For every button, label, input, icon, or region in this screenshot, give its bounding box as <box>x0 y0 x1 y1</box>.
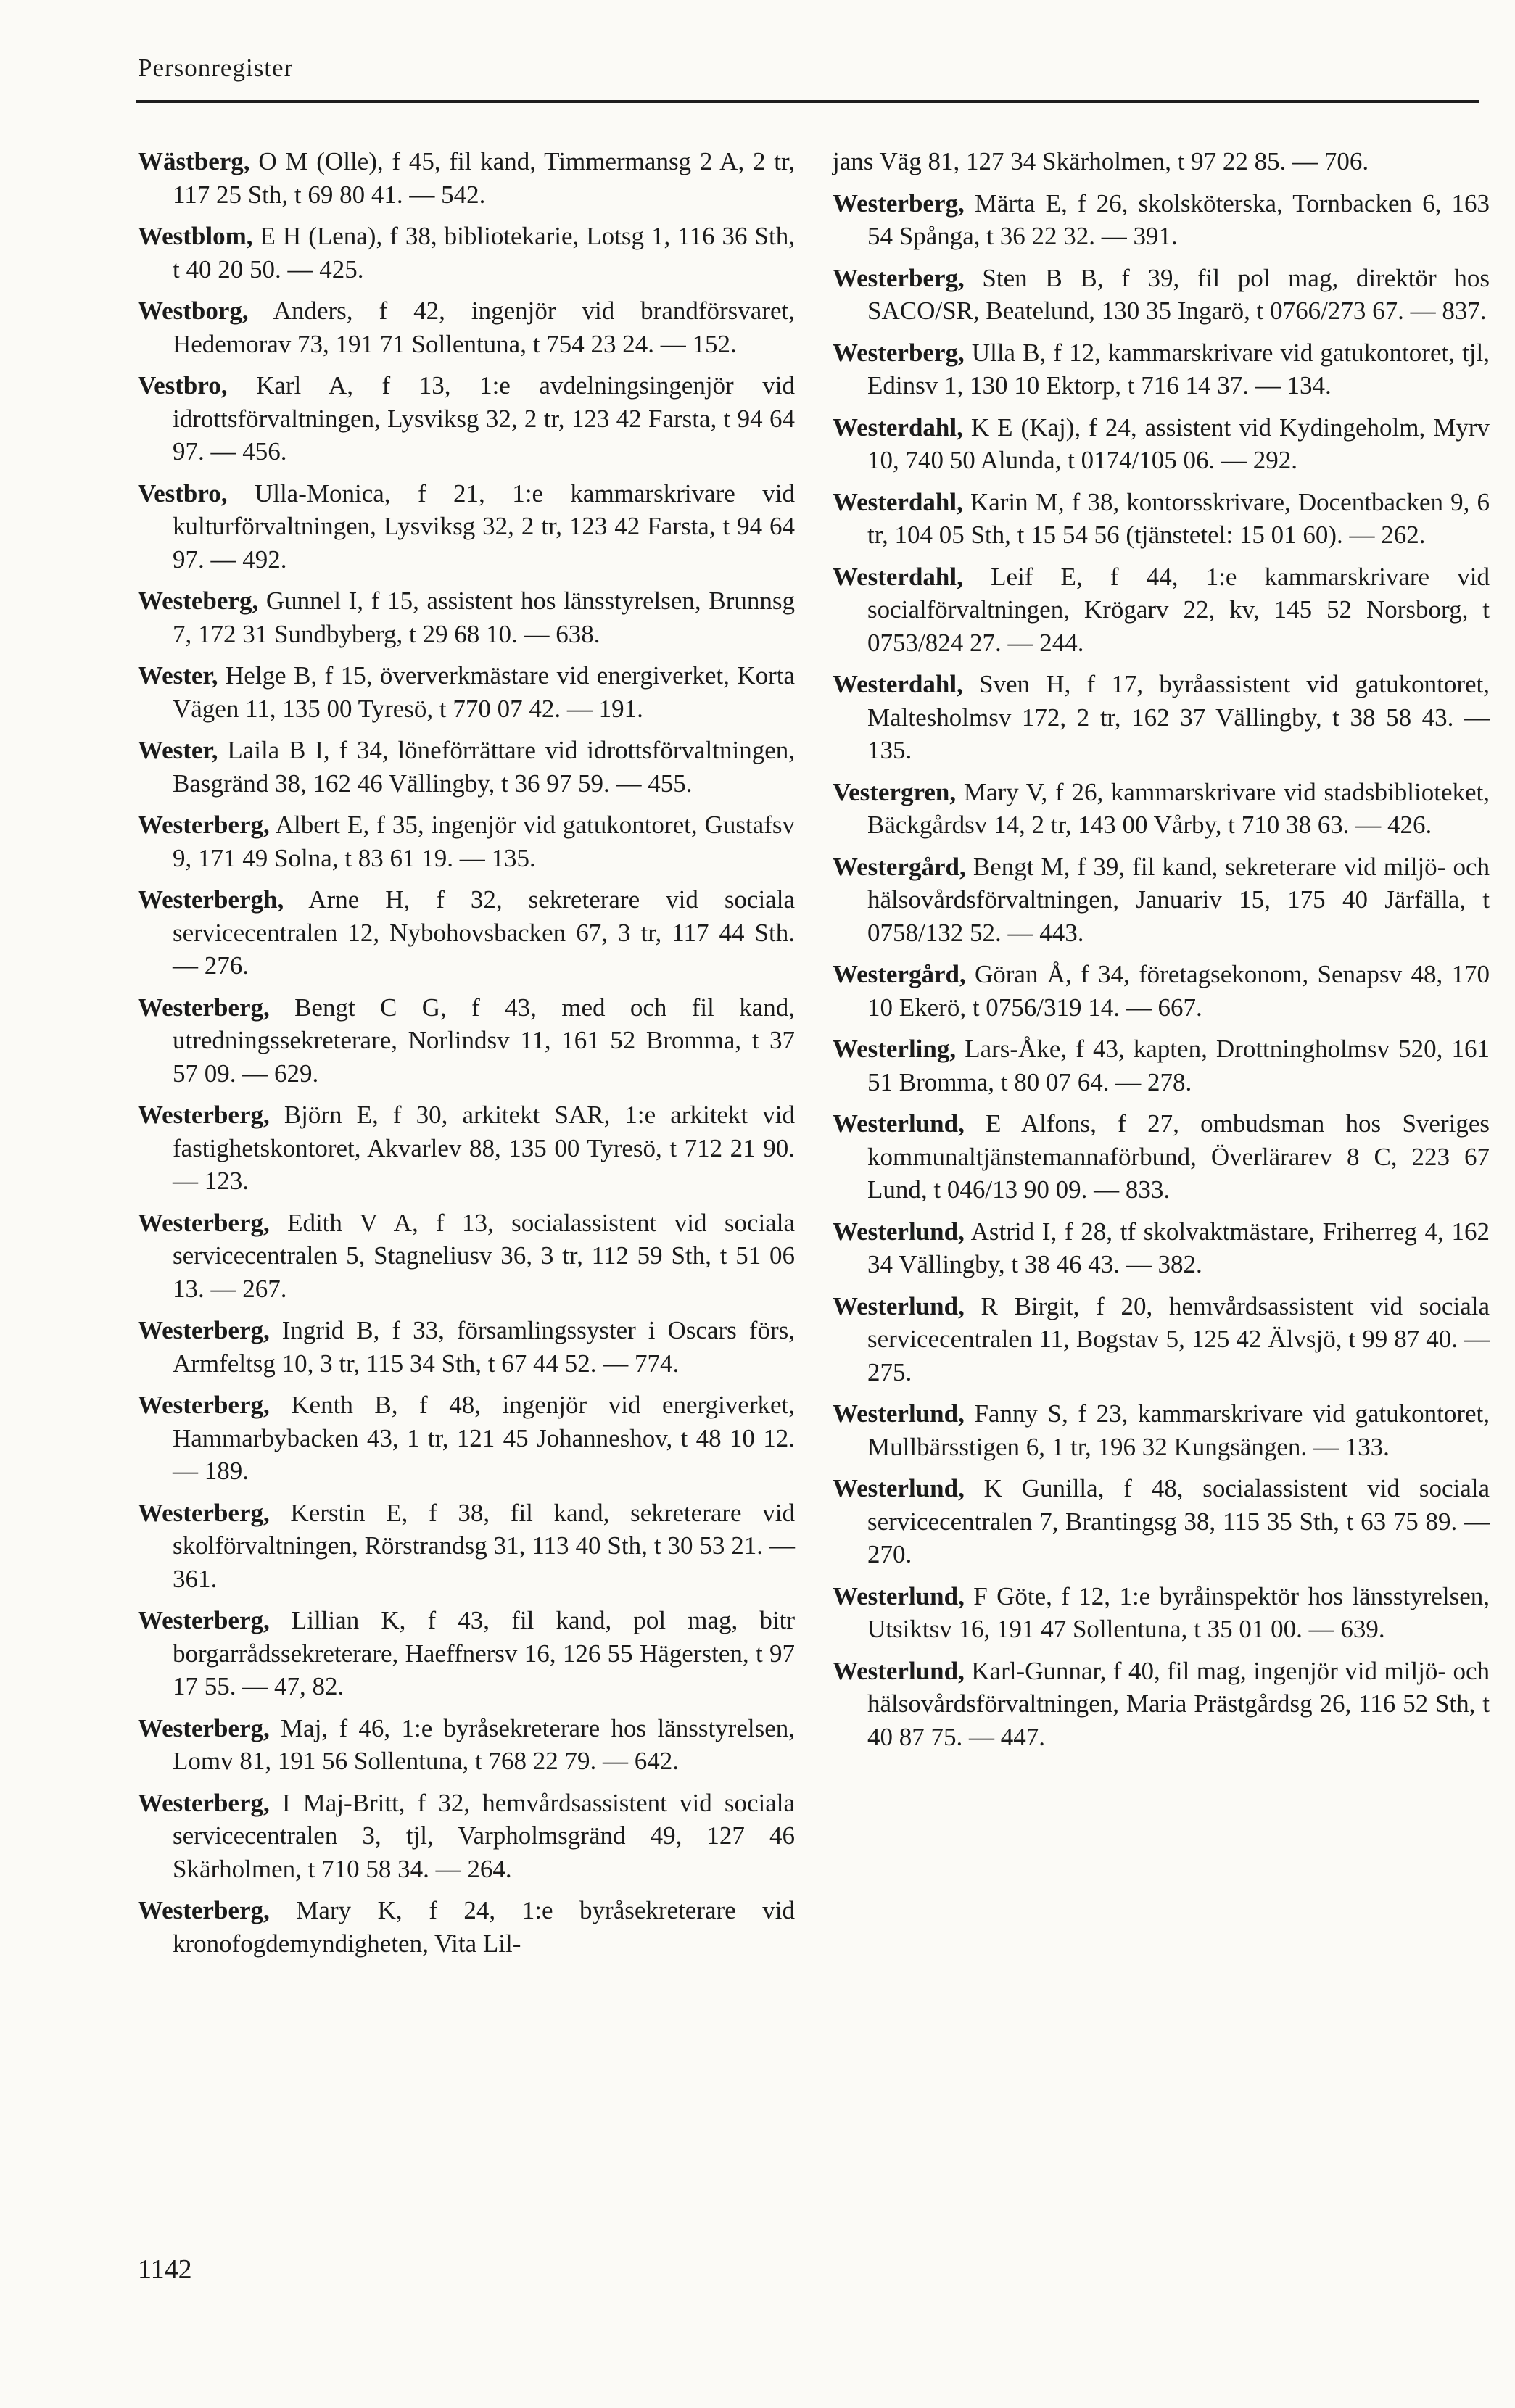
entry-details: Bengt M, f 39, fil kand, sekreterare vid miljö- och hälsovårdsförvaltningen, Januariv 15, 175 40 Järfälla, t 0758/132 52. — 443. <box>867 852 1490 947</box>
entry-details: Astrid I, f 28, tf skolvaktmästare, Friherreg 4, 162 34 Vällingby, t 38 46 43. — 382. <box>867 1217 1490 1278</box>
header-rule <box>136 100 1479 103</box>
entry-surname: Westerdahl, <box>833 413 963 442</box>
entry-details: Ingrid B, f 33, församlingssyster i Oscars förs, Armfeltsg 10, 3 tr, 115 34 Sth, t 67 44 52. — 774. <box>173 1316 795 1378</box>
entry-surname: Westerlund, <box>833 1217 965 1246</box>
entry-details: Kenth B, f 48, ingenjör vid energiverket, Hammarbybacken 43, 1 tr, 121 45 Johanneshov, t 48 10 12. — 189. <box>173 1391 795 1485</box>
entry-details: Ulla B, f 12, kammarskrivare vid gatukontoret, tjl, Edinsv 1, 130 10 Ektorp, t 716 14 37. — 134. <box>867 338 1490 400</box>
entry-surname: Westerberg, <box>138 1498 270 1527</box>
entry-details: Laila B I, f 34, löneförrättare vid idrottsförvaltningen, Basgränd 38, 162 46 Vällingby, t 36 97 59. — 455. <box>173 736 795 798</box>
entry-details: Gunnel I, f 15, assistent hos länsstyrelsen, Brunnsg 7, 172 31 Sundbyberg, t 29 68 10. — 638. <box>173 587 795 648</box>
register-entry <box>138 1894 795 1960</box>
entry-details: Björn E, f 30, arkitekt SAR, 1:e arkitekt vid fastighetskontoret, Akvarlev 88, 135 00 Tyresö, t 712 21 90. — 123. <box>173 1101 795 1195</box>
entry-details: Karl A, f 13, 1:e avdelningsingenjör vid idrottsförvaltningen, Lysviksg 32, 2 tr, 123 42 Farsta, t 94 64 97. — 456. <box>173 371 795 466</box>
register-entry <box>833 486 1490 552</box>
entry-surname: Westerbergh, <box>138 885 284 914</box>
register-entry <box>833 1215 1490 1281</box>
right-column <box>833 145 1490 1762</box>
entry-details: Mary K, f 24, 1:e byråsekreterare vid kronofogdemyndigheten, Vita Lil- <box>173 1896 795 1958</box>
entry-surname: Westerlund, <box>833 1581 965 1610</box>
register-entry <box>138 1787 795 1886</box>
entry-surname: Westerberg, <box>138 1606 270 1634</box>
entry-surname: Westerlund, <box>833 1399 965 1428</box>
entry-surname: Westerberg, <box>138 1208 270 1237</box>
entry-surname: Westerling, <box>833 1035 957 1063</box>
register-entry <box>138 369 795 468</box>
entry-details: Kerstin E, f 38, fil kand, sekreterare vid skolförvaltningen, Rörstrandsg 31, 113 40 Sth, t 30 53 21. — 361. <box>173 1498 795 1593</box>
register-entry <box>833 1033 1490 1099</box>
entry-surname: Wästberg, <box>138 147 250 175</box>
entry-surname: Westerdahl, <box>833 562 963 591</box>
entry-surname: Westerberg, <box>138 1713 270 1742</box>
page-number: 1142 <box>138 2254 192 2285</box>
left-column <box>138 145 795 1969</box>
entry-details: Karin M, f 38, kontorsskrivare, Docentbacken 9, 6 tr, 104 05 Sth, t 15 54 56 (tjänstetel: 15 01 60). — 262. <box>867 487 1490 549</box>
register-entry <box>138 294 795 360</box>
register-entry <box>833 1290 1490 1389</box>
register-entry <box>138 477 795 576</box>
entry-surname: Westblom, <box>138 222 253 250</box>
entry-details: Lillian K, f 43, fil kand, pol mag, bitr borgarrådssekreterare, Haeffnersv 16, 126 55 Hägersten, t 97 17 55. — 47, 82. <box>173 1606 795 1700</box>
entry-details: Sten B B, f 39, fil pol mag, direktör hos SACO/SR, Beatelund, 130 35 Ingarö, t 0766/273 67. — 837. <box>867 263 1490 325</box>
register-entry <box>833 262 1490 328</box>
register-entry <box>833 411 1490 477</box>
register-entry <box>833 668 1490 767</box>
entry-details: Sven H, f 17, byråassistent vid gatukontoret, Maltesholmsv 172, 2 tr, 162 37 Vällingby, t 38 58 43. — 135. <box>867 670 1490 764</box>
register-entry <box>833 1580 1490 1646</box>
entry-surname: Westerberg, <box>138 993 270 1022</box>
entry-details: Karl-Gunnar, f 40, fil mag, ingenjör vid miljö- och hälsovårdsförvaltningen, Maria Prästgårdsg 26, 116 52 Sth, t 40 87 75. — 447. <box>867 1656 1490 1751</box>
register-entry <box>833 1397 1490 1463</box>
entry-surname: Westerberg, <box>138 811 270 839</box>
register-entry <box>138 1207 795 1306</box>
entry-surname: Westerlund, <box>833 1656 965 1685</box>
entry-surname: Westerdahl, <box>833 670 963 698</box>
entry-surname: Westerberg, <box>138 1391 270 1419</box>
entry-surname: Westerberg, <box>833 263 965 292</box>
entry-details: Edith V A, f 13, socialassistent vid sociala servicecentralen 5, Stagneliusv 36, 3 tr, 112 59 Sth, t 51 06 13. — 267. <box>173 1208 795 1303</box>
register-entry <box>138 883 795 982</box>
entry-details: Märta E, f 26, skolsköterska, Tornbacken 6, 163 54 Spånga, t 36 22 32. — 391. <box>867 189 1490 250</box>
register-entry <box>138 1712 795 1778</box>
entry-surname: Westergård, <box>833 852 966 881</box>
entry-surname: Westerberg, <box>138 1896 270 1924</box>
entry-surname: Westerberg, <box>833 189 965 218</box>
entry-details: Ulla-Monica, f 21, 1:e kammarskrivare vid kulturförvaltningen, Lysviksg 32, 2 tr, 123 42 Farsta, t 94 64 97. — 492. <box>173 479 795 574</box>
register-entry <box>833 776 1490 842</box>
register-entry-continuation: jans Väg 81, 127 34 Skärholmen, t 97 22 85. — 706. <box>833 147 1369 175</box>
register-entry <box>138 1389 795 1488</box>
register-entry <box>833 560 1490 660</box>
entry-details: F Göte, f 12, 1:e byråinspektör hos länsstyrelsen, Utsiktsv 16, 191 47 Sollentuna, t 35 01 00. — 639. <box>867 1581 1490 1643</box>
entry-details: E Alfons, f 27, ombudsman hos Sveriges kommunaltjänstemannaförbund, Överlärarev 8 C, 223 67 Lund, t 046/13 90 09. — 833. <box>867 1109 1490 1204</box>
register-entry <box>833 1472 1490 1571</box>
entry-surname: Westborg, <box>138 297 249 325</box>
register-entry <box>833 336 1490 402</box>
entry-surname: Westerberg, <box>138 1316 270 1344</box>
entry-details: Göran Å, f 34, företagsekonom, Senapsv 48, 170 10 Ekerö, t 0756/319 14. — 667. <box>867 960 1490 1022</box>
register-entry <box>138 659 795 725</box>
register-entry <box>833 851 1490 950</box>
entry-surname: Westerdahl, <box>833 487 963 516</box>
entry-details: Arne H, f 32, sekreterare vid sociala servicecentralen 12, Nybohovsbacken 67, 3 tr, 117 44 Sth. — 276. <box>173 885 795 980</box>
register-entry <box>138 734 795 800</box>
entry-surname: Westerberg, <box>138 1101 270 1129</box>
entry-details: Lars-Åke, f 43, kapten, Drottningholmsv 520, 161 51 Bromma, t 80 07 64. — 278. <box>867 1035 1490 1096</box>
entry-surname: Vestbro, <box>138 479 228 508</box>
register-entry <box>833 1655 1490 1754</box>
register-entry <box>138 1604 795 1703</box>
entry-details: Albert E, f 35, ingenjör vid gatukontoret, Gustafsv 9, 171 49 Solna, t 83 61 19. — 135. <box>173 811 795 872</box>
entry-surname: Westeberg, <box>138 587 259 615</box>
entry-surname: Westerlund, <box>833 1474 965 1502</box>
entry-details: Maj, f 46, 1:e byråsekreterare hos länsstyrelsen, Lomv 81, 191 56 Sollentuna, t 768 22 79. — 642. <box>173 1713 795 1775</box>
entry-surname: Vestergren, <box>833 777 957 806</box>
entry-surname: Westerberg, <box>138 1788 270 1817</box>
entry-surname: Westerberg, <box>833 338 965 367</box>
entry-details: I Maj-Britt, f 32, hemvårdsassistent vid sociala servicecentralen 3, tjl, Varpholmsgränd 49, 127 46 Skärholmen, t 710 58 34. — 264. <box>173 1788 795 1883</box>
entry-details: R Birgit, f 20, hemvårdsassistent vid sociala servicecentralen 11, Bogstav 5, 125 42 Älvsjö, t 99 87 40. — 275. <box>867 1291 1490 1386</box>
register-entry <box>833 958 1490 1024</box>
entry-surname: Vestbro, <box>138 371 228 400</box>
entry-details: Anders, f 42, ingenjör vid brandförsvaret, Hedemorav 73, 191 71 Sollentuna, t 754 23 24. — 152. <box>173 297 795 358</box>
register-entry <box>833 187 1490 253</box>
entry-details: Fanny S, f 23, kammarskrivare vid gatukontoret, Mullbärsstigen 6, 1 tr, 196 32 Kungsängen. — 133. <box>867 1399 1490 1461</box>
register-entry <box>138 1497 795 1596</box>
register-entry <box>138 991 795 1091</box>
entry-surname: Westerlund, <box>833 1291 965 1320</box>
entry-surname: Wester, <box>138 661 218 690</box>
entry-details: Leif E, f 44, 1:e kammarskrivare vid socialförvaltningen, Krögarv 22, kv, 145 52 Norsborg, t 0753/824 27. — 244. <box>867 562 1490 657</box>
entry-details: E H (Lena), f 38, bibliotekarie, Lotsg 1, 116 36 Sth, t 40 20 50. — 425. <box>173 222 795 284</box>
register-entry <box>138 220 795 286</box>
entry-details: O M (Olle), f 45, fil kand, Timmermansg 2 A, 2 tr, 117 25 Sth, t 69 80 41. — 542. <box>173 147 795 209</box>
register-entry <box>138 1099 795 1198</box>
entry-surname: Westergård, <box>833 960 966 988</box>
register-entry <box>138 1314 795 1380</box>
entry-surname: Westerlund, <box>833 1109 965 1138</box>
entry-details: K E (Kaj), f 24, assistent vid Kydingeholm, Myrv 10, 740 50 Alunda, t 0174/105 06. — 292. <box>867 413 1490 474</box>
entry-details: Helge B, f 15, öververkmästare vid energiverket, Korta Vägen 11, 135 00 Tyresö, t 770 07 42. — 191. <box>173 661 795 723</box>
register-entry <box>138 145 795 211</box>
entry-surname: Wester, <box>138 736 218 764</box>
register-entry <box>138 808 795 874</box>
entry-details: Bengt C G, f 43, med och fil kand, utredningssekreterare, Norlindsv 11, 161 52 Bromma, t 37 57 09. — 629. <box>173 993 795 1088</box>
entry-details: Mary V, f 26, kammarskrivare vid stadsbiblioteket, Bäckgårdsv 14, 2 tr, 143 00 Vårby, t 710 38 63. — 426. <box>867 777 1490 839</box>
register-entry <box>138 584 795 650</box>
entry-details: K Gunilla, f 48, socialassistent vid sociala servicecentralen 7, Brantingsg 38, 115 35 Sth, t 63 75 89. — 270. <box>867 1474 1490 1568</box>
running-header: Personregister <box>138 54 294 82</box>
register-entry <box>833 1107 1490 1207</box>
